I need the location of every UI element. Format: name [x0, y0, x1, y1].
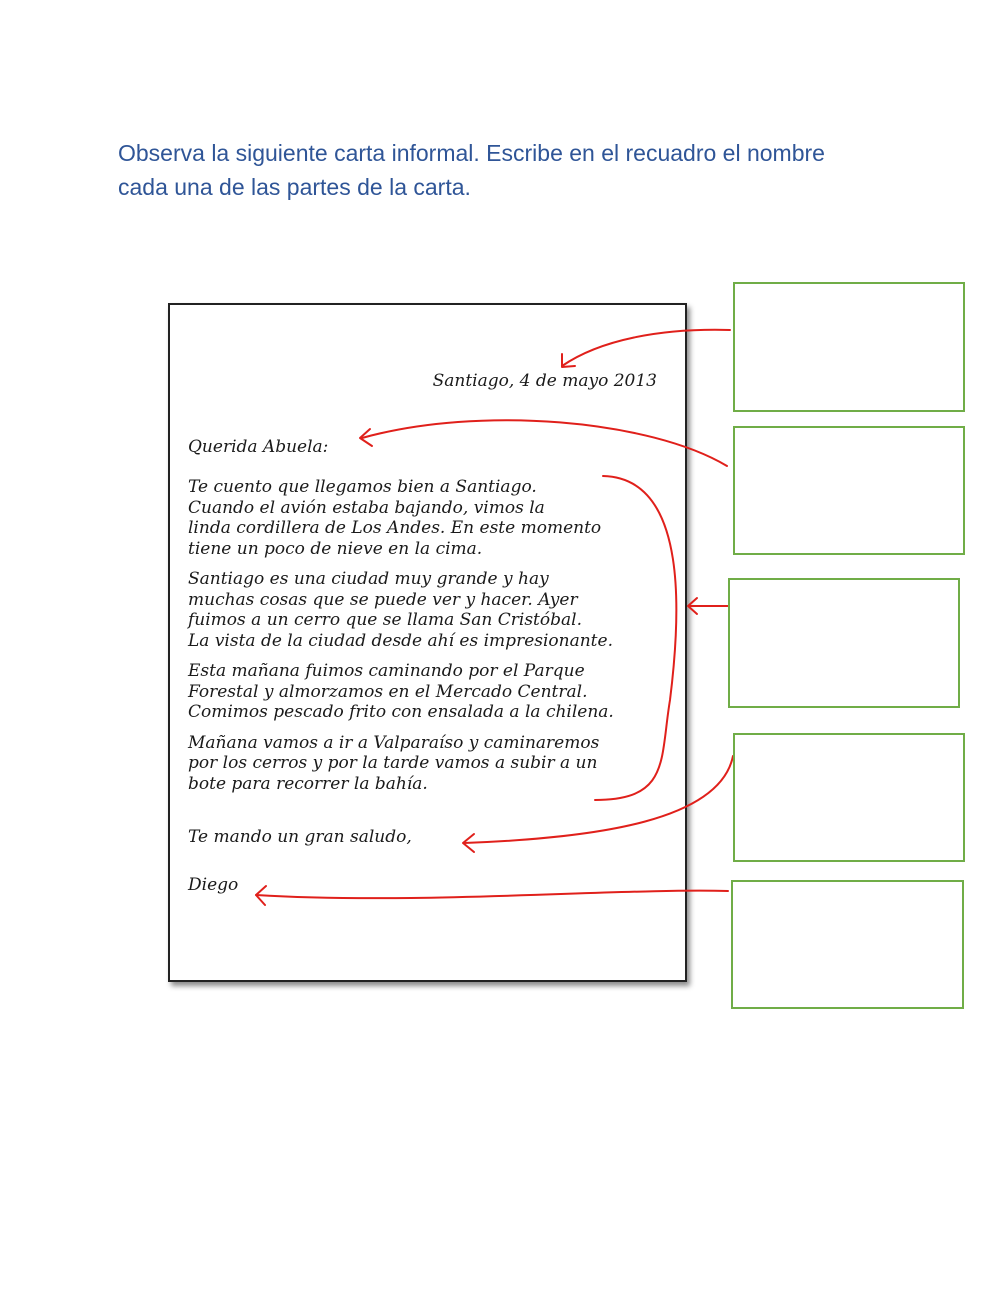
answer-box-greeting[interactable] [733, 426, 965, 555]
letter-closing: Te mando un gran saludo, [188, 827, 412, 847]
answer-box-date[interactable] [733, 282, 965, 412]
letter-line: Mañana vamos a ir a Valparaíso y caminaremos [188, 732, 600, 753]
letter-line: Cuando el avión estaba bajando, vimos la [188, 497, 545, 518]
letter-line: Comimos pescado frito con ensalada a la chilena. [188, 702, 614, 722]
letter-line: Esta mañana fuimos caminando por el Parque [188, 661, 585, 681]
letter-line: bote para recorrer la bahía. [188, 773, 428, 794]
letter-date: Santiago, 4 de mayo 2013 [432, 371, 657, 391]
letter-line: linda cordillera de Los Andes. En este momento [188, 518, 602, 538]
letter-line: La vista de la ciudad desde ahí es impresionante. [188, 630, 613, 651]
answer-box-body[interactable] [728, 578, 960, 708]
letter-greeting: Querida Abuela: [188, 437, 329, 457]
letter-paragraph [188, 661, 678, 723]
letter-paragraph [188, 733, 678, 795]
letter-body [188, 477, 678, 804]
letter-paragraph [188, 477, 678, 559]
letter-line: fuimos a un cerro que se llama San Cristóbal. [188, 610, 582, 630]
letter-line: tiene un poco de nieve en la cima. [188, 538, 483, 559]
instruction-text [118, 136, 898, 204]
letter-line: Santiago es una ciudad muy grande y hay [188, 569, 549, 589]
arrowhead-body [688, 598, 697, 614]
answer-box-closing[interactable] [733, 733, 965, 862]
letter-paragraph [188, 569, 678, 651]
letter-image [168, 303, 687, 982]
letter-line: por los cerros y por la tarde vamos a subir a un [188, 753, 598, 773]
letter-line: Te cuento que llegamos bien a Santiago. [188, 477, 537, 497]
instruction-line-1: Observa la siguiente carta informal. Escribe en el recuadro el nombre [118, 140, 825, 166]
letter-line: muchas cosas que se puede ver y hacer. Ayer [188, 589, 578, 610]
instruction-line-2: cada una de las partes de la carta. [118, 174, 471, 200]
answer-box-signature[interactable] [731, 880, 964, 1009]
letter-line: Forestal y almorzamos en el Mercado Central. [188, 681, 588, 702]
letter-signature: Diego [188, 875, 239, 895]
